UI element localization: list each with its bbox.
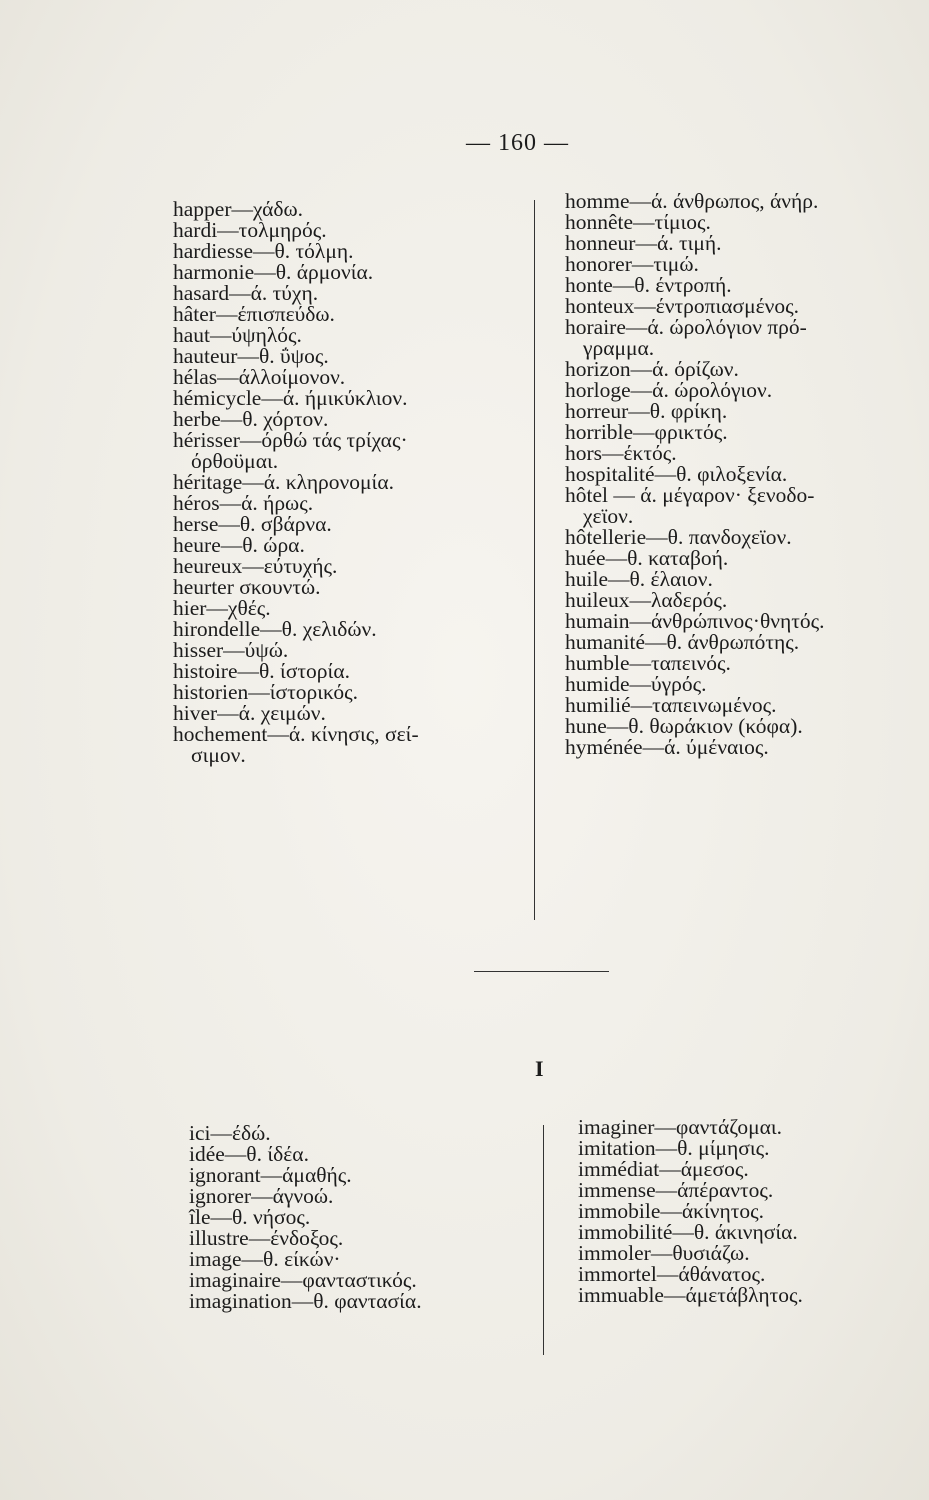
dictionary-entry: hune—θ. θωράκιον (κόφα).	[565, 714, 803, 738]
dictionary-entry: hirondelle—θ. χελιδών.	[173, 617, 377, 641]
dictionary-entry: happer—χάδω.	[173, 197, 303, 221]
h-right-column	[565, 191, 824, 758]
dictionary-entry: honneur—ά. τιμή.	[565, 231, 722, 255]
dictionary-entry: horreur—θ. φρίκη.	[565, 399, 728, 423]
dictionary-entry: imagination—θ. φαντασία.	[189, 1289, 422, 1313]
section-separator	[474, 971, 609, 972]
dictionary-entry: heure—θ. ώρα.	[173, 533, 305, 557]
dictionary-entry: hardi—τολμηρός.	[173, 218, 327, 242]
dictionary-entry: imitation—θ. μίμησις.	[578, 1136, 770, 1160]
dictionary-entry: hémicycle—ά. ήμικύκλιον.	[173, 386, 408, 410]
dictionary-entry: idée—θ. ίδέα.	[189, 1142, 309, 1166]
dictionary-entry: herbe—θ. χόρτον.	[173, 407, 329, 431]
dictionary-entry: huée—θ. καταβοή.	[565, 546, 729, 570]
dictionary-entry: île—θ. νήσος.	[189, 1205, 311, 1229]
dictionary-entry: hier—χθές.	[173, 596, 271, 620]
column-divider	[534, 200, 535, 920]
dictionary-entry-continuation: όρθοϋμαι.	[191, 449, 279, 473]
dictionary-entry: hardiesse—θ. τόλμη.	[173, 239, 354, 263]
dictionary-entry: humble—ταπεινός.	[565, 651, 731, 675]
dictionary-entry: héros—ά. ήρως.	[173, 491, 314, 515]
dictionary-entry: hisser—ύψώ.	[173, 638, 289, 662]
dictionary-entry: hauteur—θ. ΰψος.	[173, 344, 329, 368]
dictionary-entry: immoler—θυσιάζω.	[578, 1241, 750, 1265]
dictionary-entry: honorer—τιμώ.	[565, 252, 699, 276]
dictionary-entry: illustre—ένδοξος.	[189, 1226, 344, 1250]
dictionary-entry: ignorant—άμαθής.	[189, 1163, 352, 1187]
dictionary-entry: hâter—έπισπεύδω.	[173, 302, 335, 326]
dictionary-entry: image—θ. είκών·	[189, 1247, 341, 1271]
dictionary-entry: immense—άπέραντος.	[578, 1178, 774, 1202]
dictionary-entry: humain—άνθρώπινος·θνητός.	[565, 609, 825, 633]
dictionary-entry: humide—ύγρός.	[565, 672, 707, 696]
dictionary-entry-continuation: γραμμα.	[583, 336, 655, 360]
column-divider	[543, 1125, 544, 1355]
dictionary-entry: honnête—τίμιος.	[565, 210, 711, 234]
section-letter-heading: I	[535, 1056, 544, 1081]
dictionary-entry: honteux—έντροπιασμένος.	[565, 294, 800, 318]
dictionary-entry: hôtel — ά. μέγαρον· ξενοδο-	[565, 483, 815, 507]
dictionary-entry: hélas—άλλοίμονον.	[173, 365, 346, 389]
dictionary-entry: hérisser—όρθώ τάς τρίχας·	[173, 428, 408, 452]
dictionary-entry: héritage—ά. κληρονομία.	[173, 470, 394, 494]
dictionary-entry: hyménée—ά. ύμέναιος.	[565, 735, 769, 759]
dictionary-entry: huileux—λαδερός.	[565, 588, 728, 612]
dictionary-entry: horaire—ά. ώρολόγιον πρό-	[565, 315, 807, 339]
dictionary-entry: ici—έδώ.	[189, 1121, 271, 1145]
dictionary-entry: histoire—θ. ίστορία.	[173, 659, 350, 683]
dictionary-entry-continuation: χεϊον.	[583, 504, 634, 528]
i-left-column	[189, 1123, 422, 1312]
dictionary-entry-continuation: σιμον.	[191, 743, 246, 767]
dictionary-entry: immortel—άθάνατος.	[578, 1262, 766, 1286]
dictionary-entry: humilié—ταπεινωμένος.	[565, 693, 777, 717]
h-left-column	[173, 199, 419, 766]
dictionary-entry: hors—έκτός.	[565, 441, 677, 465]
dictionary-entry: humanité—θ. άνθρωπότης.	[565, 630, 800, 654]
dictionary-entry: immuable—άμετάβλητος.	[578, 1283, 803, 1307]
dictionary-entry: honte—θ. έντροπή.	[565, 273, 732, 297]
dictionary-entry: hospitalité—θ. φιλοξενία.	[565, 462, 788, 486]
dictionary-entry: hôtellerie—θ. πανδοχεϊον.	[565, 525, 792, 549]
dictionary-entry: horloge—ά. ώρολόγιον.	[565, 378, 773, 402]
dictionary-entry: herse—θ. σβάρνα.	[173, 512, 332, 536]
dictionary-entry: horrible—φρικτός.	[565, 420, 728, 444]
dictionary-entry: homme—ά. άνθρωπος, άνήρ.	[565, 189, 819, 213]
dictionary-entry: harmonie—θ. άρμονία.	[173, 260, 374, 284]
page-number: — 160 —	[466, 130, 569, 156]
dictionary-entry: heurter σκουντώ.	[173, 575, 321, 599]
dictionary-entry: hiver—ά. χειμών.	[173, 701, 326, 725]
dictionary-entry: immobilité—θ. άκινησία.	[578, 1220, 798, 1244]
dictionary-entry: horizon—ά. όρίζων.	[565, 357, 739, 381]
dictionary-entry: hochement—ά. κίνησις, σεί-	[173, 722, 419, 746]
dictionary-entry: hasard—ά. τύχη.	[173, 281, 319, 305]
dictionary-entry: immédiat—άμεσος.	[578, 1157, 749, 1181]
dictionary-entry: imaginer—φαντάζομαι.	[578, 1115, 783, 1139]
i-right-column	[578, 1117, 803, 1306]
dictionary-entry: historien—ίστορικός.	[173, 680, 359, 704]
dictionary-entry: immobile—άκίνητος.	[578, 1199, 765, 1223]
dictionary-entry: imaginaire—φανταστικός.	[189, 1268, 417, 1292]
dictionary-entry: huile—θ. έλαιον.	[565, 567, 713, 591]
dictionary-entry: ignorer—άγνοώ.	[189, 1184, 334, 1208]
dictionary-entry: haut—ύψηλός.	[173, 323, 302, 347]
dictionary-entry: heureux—εύτυχής.	[173, 554, 338, 578]
